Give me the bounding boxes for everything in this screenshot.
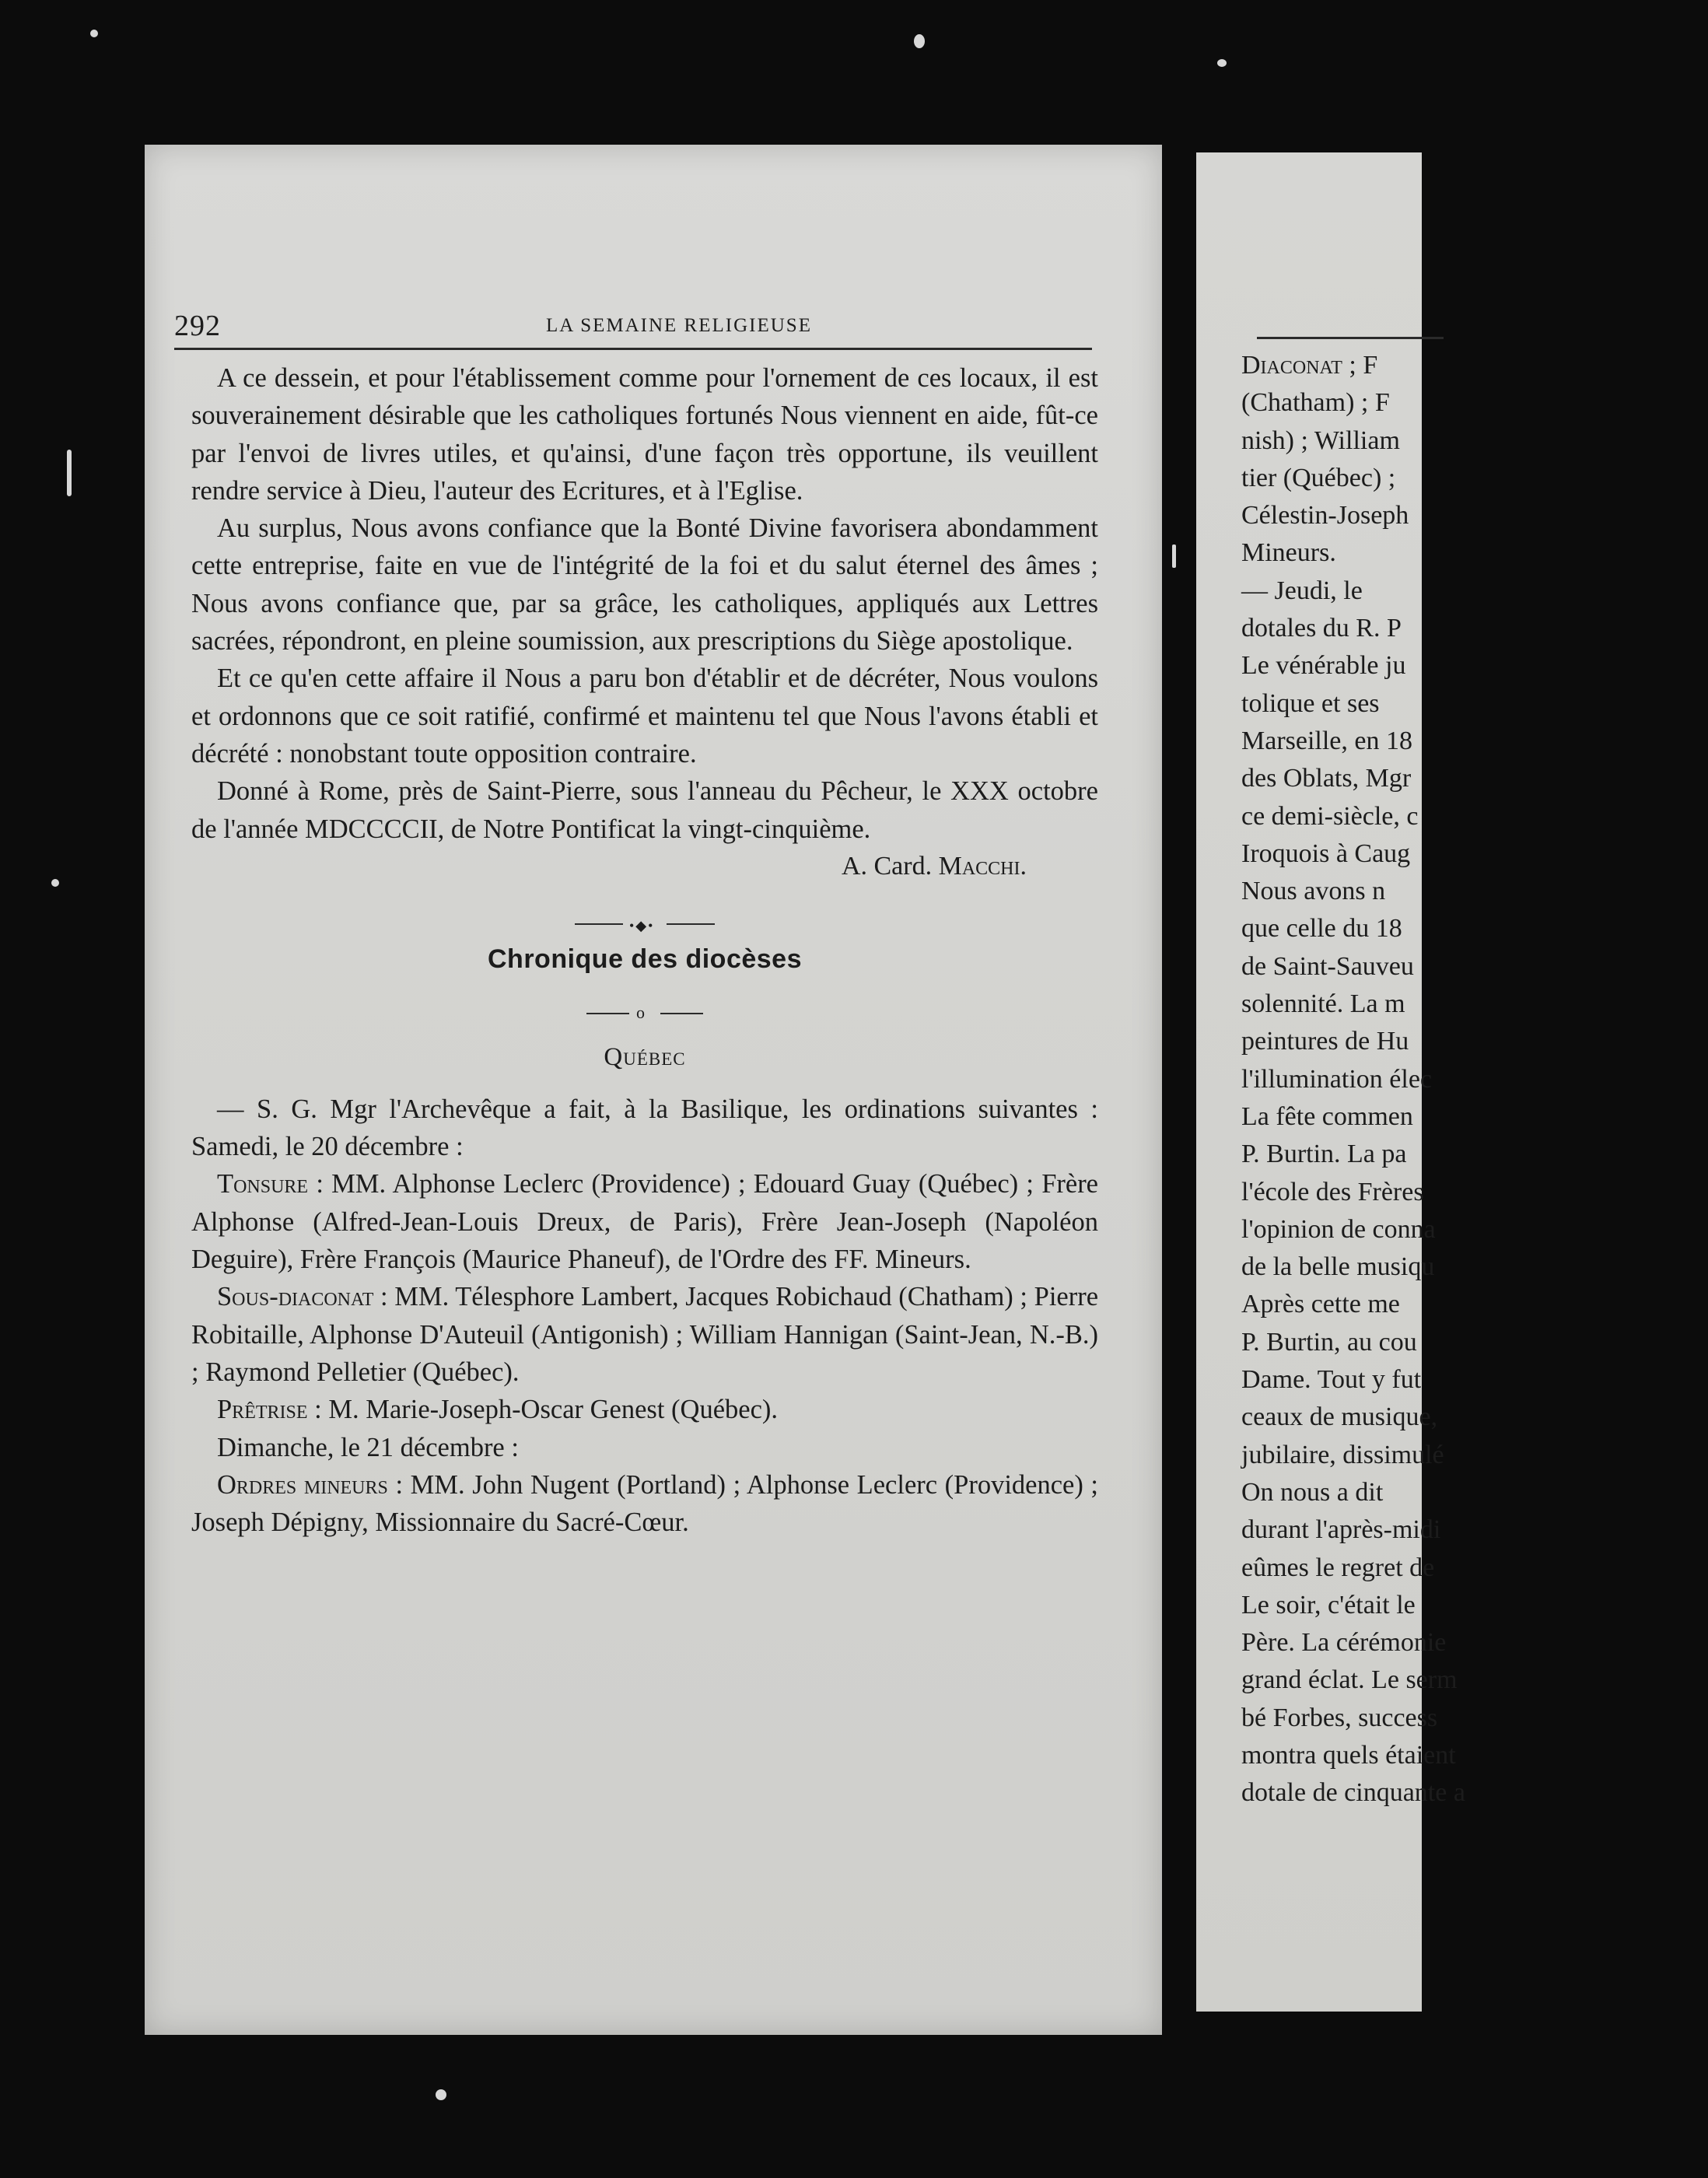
right-page-line: Diaconat ; F (1241, 351, 1378, 380)
ornament-line (667, 923, 715, 925)
sousdiaconat-text: MM. Télesphore Lambert, Jacques Robichaud (Chatham) ; Pierre Robitaille, Alphonse D'Auteuil (Antigonish) ; William Hannigan (Saint-Jean, N.-B.) ; Raymond Pelletier (Québec). (191, 1282, 1099, 1387)
pretrise-text: M. Marie-Joseph-Oscar Genest (Québec). (321, 1395, 779, 1425)
right-page-line: Le soir, c'était le (1241, 1590, 1416, 1619)
right-page-line: eûmes le regret de (1241, 1553, 1435, 1582)
dimanche-line: Dimanche, le 21 décembre : (217, 1432, 519, 1462)
right-page-line: Mineurs. (1241, 538, 1336, 568)
right-header-rule (1257, 337, 1444, 339)
paragraph: Au surplus, Nous avons confiance que la Bonté Divine favorisera abondamment cette entreprise, faite en vue de l'intégrité de la foi et du salut éternel des âmes ; Nous avons confiance que, par sa grâce, les catholiques, appliqués aux Lettres sacrées, répondront, en pleine soumission, aux prescriptions du Siège apostolique. (191, 513, 1098, 657)
film-speck (51, 879, 59, 887)
pretrise-label: Prêtrise : (217, 1395, 322, 1425)
right-page-line: que celle du 18 (1241, 914, 1402, 944)
right-page-line: Père. La cérémonie (1241, 1628, 1447, 1658)
right-page-line: grand éclat. Le serm (1241, 1665, 1458, 1695)
right-page-line: ce demi-siècle, c (1241, 801, 1419, 831)
right-page-line: La fête commen (1241, 1101, 1413, 1131)
right-page-line: Dame. Tout y fut (1241, 1365, 1422, 1395)
tonsure-text: MM. Alphonse Leclerc (Providence) ; Edouard Guay (Québec) ; Frère Alphonse (Alfred-Jean-Louis Dreux, de Paris), Frère Jean-Joseph (Napoléon Deguire), Frère François (Maurice Phaneuf), de l'Ordre des FF. Mineurs. (191, 1169, 1098, 1275)
right-page-line: l'illumination élec (1241, 1064, 1433, 1094)
film-speck (1217, 59, 1227, 67)
page-header (174, 309, 1092, 348)
signature-prefix: A. Card. (841, 851, 939, 881)
ornament-divider (575, 916, 715, 932)
right-page-line: de la belle musiqu (1241, 1252, 1435, 1282)
right-page-line: nish) ; William (1241, 425, 1400, 455)
film-speck (90, 30, 98, 37)
right-page-line: Célestin-Joseph (1241, 501, 1409, 530)
right-page-line: (Chatham) ; F (1241, 388, 1390, 418)
separator-glyph: o (636, 1002, 645, 1022)
right-page-line: On nous a dit (1241, 1477, 1384, 1507)
right-page-line: l'opinion de conna (1241, 1214, 1436, 1244)
diocese-heading: Québec (604, 1042, 686, 1071)
right-page-line: de Saint-Sauveu (1241, 951, 1414, 981)
film-speck (436, 2089, 446, 2100)
right-page-line: Nous avons n (1241, 877, 1386, 906)
header-rule (174, 348, 1092, 350)
film-speck (914, 34, 925, 48)
paragraph: Et ce qu'en cette affaire il Nous a paru bon d'établir et de décréter, Nous voulons et ordonnons que ce soit ratifié, confirmé et maintenu tel que Nous l'avons établi et décrété : nonobstant toute opposition contraire. (191, 664, 1098, 769)
right-page-line: des Oblats, Mgr (1241, 764, 1412, 793)
right-page-line: jubilaire, dissimulé (1241, 1440, 1444, 1469)
right-page-line: tier (Québec) ; (1241, 463, 1396, 492)
ordination-tonsure (191, 1165, 1098, 1278)
right-page-line: durant l'après-midi (1241, 1515, 1441, 1545)
film-speck (1172, 544, 1176, 568)
sousdiaconat-label: Sous-diaconat : (217, 1282, 388, 1312)
paragraph: Donné à Rome, près de Saint-Pierre, sous l'anneau du Pêcheur, le XXX octobre de l'année MDCCCCII, de Notre Pontificat la vingt-cinquième. (191, 776, 1098, 844)
signature (191, 848, 1098, 885)
right-page-line: l'école des Frères (1241, 1177, 1424, 1206)
section-title: Chronique des diocèses (488, 944, 802, 974)
right-page (1196, 152, 1465, 2012)
right-page-line: solennité. La m (1241, 989, 1405, 1019)
right-page-line: dotales du R. P (1241, 614, 1402, 643)
right-page-line: bé Forbes, success (1241, 1703, 1438, 1732)
page-number: 292 (174, 310, 221, 342)
right-page-line: — Jeudi, le (1241, 576, 1363, 605)
ornament-line (575, 923, 623, 925)
right-page-line: peintures de Hu (1241, 1027, 1409, 1056)
right-page-line: Iroquois à Caug (1241, 839, 1411, 868)
chronicle-intro: — S. G. Mgr l'Archevêque a fait, à la Basilique, les ordinations suivantes : Samedi, le 20 décembre : (191, 1094, 1098, 1162)
running-head: LA SEMAINE RELIGIEUSE (546, 315, 812, 336)
right-page-line: ceaux de musique, (1241, 1402, 1438, 1432)
ordination-pretrise (191, 1391, 1098, 1428)
paragraph: A ce dessein, et pour l'établissement comme pour l'ornement de ces locaux, il est souverainement désirable que les catholiques fortunés Nous viennent en aide, fût-ce par l'envoi de livres utiles, et qu'ainsi, d'une façon très opportune, ils veuillent rendre service à Dieu, l'auteur des Ecritures, et à l'Eglise. (191, 363, 1098, 506)
right-page-line: tolique et ses (1241, 688, 1380, 718)
ornament-glyph: •◆• (629, 917, 655, 933)
ordres-label: Ordres mineurs : (217, 1469, 404, 1500)
right-page-line: P. Burtin, au cou (1241, 1327, 1417, 1357)
section-separator (586, 1002, 703, 1022)
right-page-line: Après cette me (1241, 1290, 1400, 1319)
right-page-line: dotale de cinquante a (1241, 1778, 1465, 1808)
left-body (191, 359, 1098, 1541)
right-page-line: Marseille, en 18 (1241, 726, 1412, 755)
film-speck (67, 450, 72, 496)
ordination-sousdiaconat (191, 1278, 1098, 1391)
right-body (1241, 347, 1708, 1812)
separator-line (586, 1013, 629, 1014)
signature-name: Macchi. (938, 851, 1027, 881)
right-page-line: montra quels étaient (1241, 1740, 1456, 1770)
separator-line (660, 1013, 703, 1014)
tonsure-label: Tonsure : (217, 1169, 324, 1199)
right-page-line: P. Burtin. La pa (1241, 1140, 1407, 1169)
right-page-line: Le vénérable ju (1241, 651, 1406, 681)
ordination-ordres-mineurs (191, 1466, 1098, 1542)
ordres-text: MM. John Nugent (Portland) ; Alphonse Leclerc (Providence) ; Joseph Dépigny, Missionnaire du Sacré-Cœur. (191, 1469, 1098, 1538)
